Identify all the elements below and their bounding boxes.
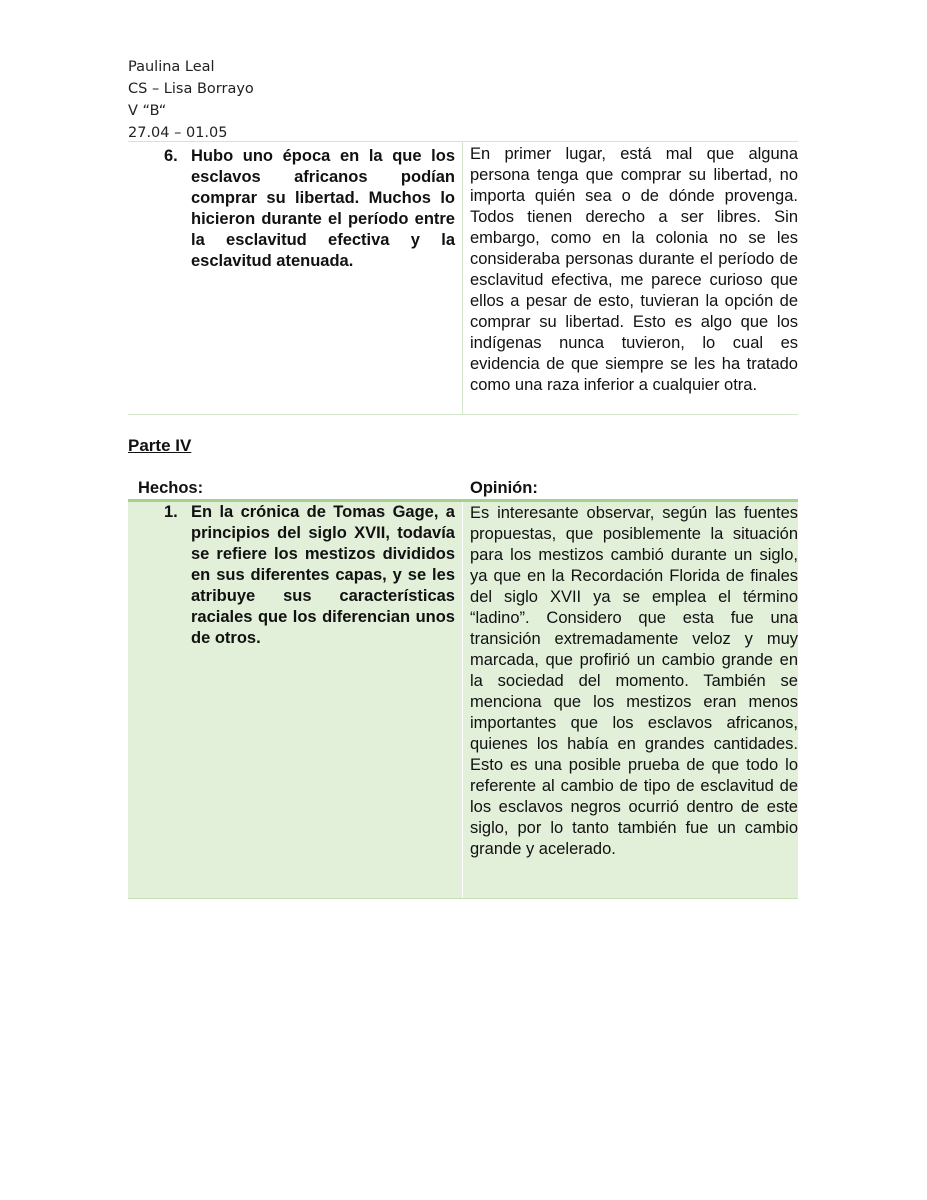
opinion-cell <box>463 502 798 898</box>
document-header <box>128 56 254 144</box>
item-number: 6. <box>164 147 178 165</box>
facts-opinion-table-1 <box>128 141 798 415</box>
opinion-header: Opinión: <box>470 479 538 497</box>
facts-header: Hechos: <box>138 479 204 497</box>
author-name: Paulina Leal <box>128 59 215 75</box>
fact-text: En la crónica de Tomas Gage, a principios del siglo XVII, todavía se refiere los mestizos divididos en sus diferentes capas, y se les atribuye sus características raciales que los diferencian unos de otros. <box>191 503 455 647</box>
fact-cell <box>128 502 463 898</box>
fact-cell <box>128 142 463 414</box>
facts-opinion-table-2 <box>128 502 798 899</box>
date-range: 27.04 – 01.05 <box>128 125 228 141</box>
fact-text: Hubo uno época en la que los esclavos africanos podían comprar su libertad. Muchos lo hicieron durante el período entre la esclavitud efectiva y la esclavitud atenuada. <box>191 147 455 270</box>
opinion-text: Es interesante observar, según las fuentes propuestas, que posiblemente la situación para los mestizos cambió durante un siglo, ya que en la Recordación Florida de finales del siglo XVII ya se emplea el término “ladino”. Considero que esta fue una transición extremadamente veloz y muy marcada, que profirió un cambio grande en la sociedad del momento. También se menciona que los mestizos eran menos importantes que los esclavos africanos, quienes los había en grandes cantidades. Esto es una posible prueba de que todo lo referente al cambio de tipo de esclavitud de los esclavos negros ocurrió dentro de este siglo, por lo tanto también fue un cambio grande y acelerado. <box>470 504 798 858</box>
opinion-cell <box>463 142 798 414</box>
item-number: 1. <box>164 503 178 521</box>
section-title: Parte IV <box>128 436 192 455</box>
opinion-text: En primer lugar, está mal que alguna persona tenga que comprar su libertad, no importa quién sea o de dónde provenga. Todos tienen derecho a ser libres. Sin embargo, como en la colonia no se les consideraba personas durante el período de esclavitud efectiva, me parece curioso que ellos a pesar de esto, tuvieran la opción de comprar su libertad. Esto es algo que los indígenas nunca tuvieron, lo cual es evidencia de que siempre se les ha tratado como una raza inferior a cualquier otra. <box>470 145 798 394</box>
class-section: V “B“ <box>128 103 167 119</box>
course-teacher: CS – Lisa Borrayo <box>128 81 254 97</box>
table-header-row <box>128 478 798 502</box>
